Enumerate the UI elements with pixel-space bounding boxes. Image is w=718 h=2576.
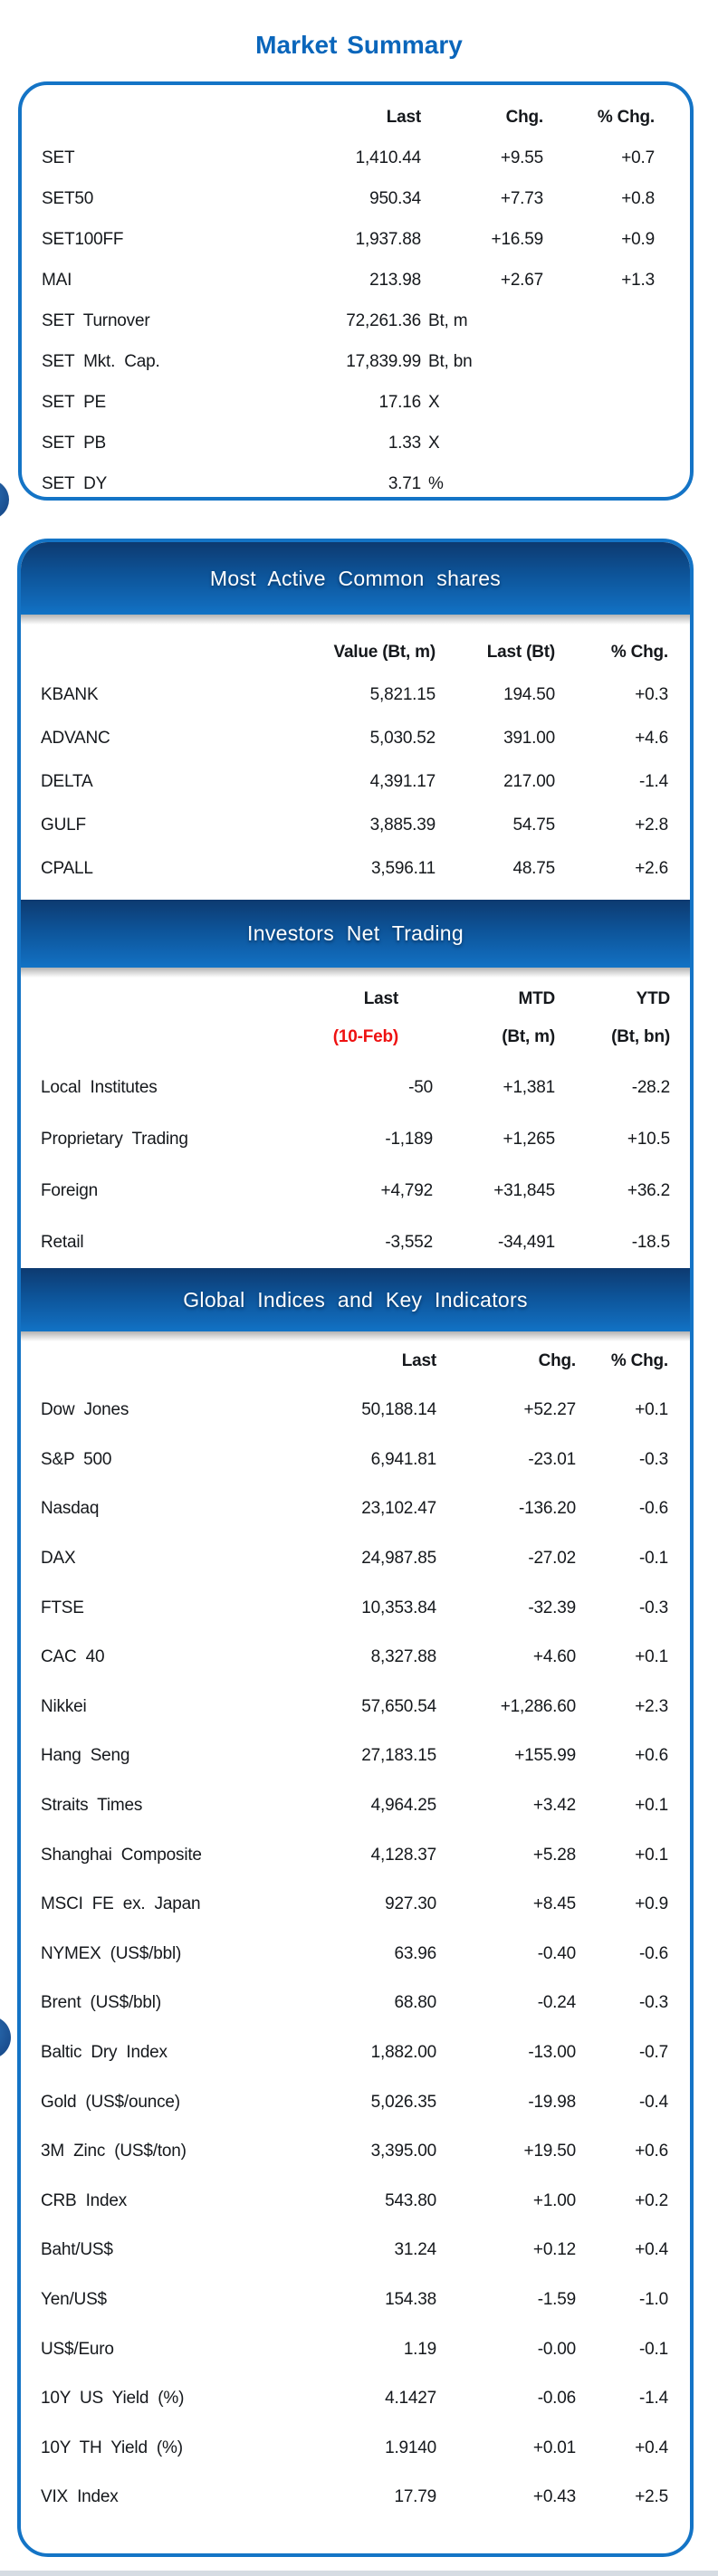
row-label: SET PE: [42, 392, 107, 412]
value-chg: -1.59: [537, 2289, 576, 2309]
value-last: +4,792: [380, 1180, 433, 1200]
row-label: MSCI FE ex. Japan: [41, 1894, 201, 1914]
row-label: US$/Euro: [41, 2339, 114, 2359]
table-row: [21, 760, 690, 804]
value-ytd: +10.5: [627, 1129, 670, 1149]
value-last: 4,964.25: [370, 1796, 436, 1816]
value-last: 1,410.44: [355, 148, 421, 167]
table-row: [21, 804, 690, 847]
value-chg: -23.01: [528, 1449, 576, 1469]
value-last: 4.1427: [385, 2389, 436, 2409]
value-pct-chg: +0.9: [621, 229, 655, 249]
most-active-table: [21, 632, 690, 891]
value-last: 31.24: [394, 2240, 436, 2260]
row-label: SET Turnover: [42, 310, 150, 330]
value-unit: Bt, bn: [428, 351, 473, 371]
value-chg: +7.73: [500, 188, 543, 208]
value-pct-chg: +0.6: [635, 2142, 668, 2161]
value-pct-chg: -0.3: [639, 1449, 668, 1469]
value-last: 950.34: [369, 188, 421, 208]
value-chg: +19.50: [523, 2142, 576, 2161]
table-row: [21, 1484, 690, 1534]
row-label: MAI: [42, 270, 72, 290]
row-label: Brent (US$/bbl): [41, 1993, 161, 2013]
table-row: [21, 2177, 690, 2227]
value-pct-chg: +0.4: [635, 2438, 668, 2457]
column-header: Chg.: [505, 107, 543, 127]
table-row: [22, 423, 690, 463]
market-summary-panel: [18, 81, 694, 501]
value-last: 543.80: [385, 2190, 436, 2210]
value-last: 154.38: [385, 2289, 436, 2309]
table-row: [21, 1979, 690, 2028]
row-label: Local Institutes: [41, 1077, 158, 1097]
value-pct-chg: -0.6: [639, 1499, 668, 1519]
value-chg: +9.55: [500, 148, 543, 167]
table-row: [21, 2127, 690, 2177]
column-header: % Chg.: [610, 643, 668, 662]
value-chg: +1,286.60: [500, 1696, 576, 1716]
value-last: 3.71: [388, 473, 421, 493]
row-label: DAX: [41, 1549, 76, 1569]
value-last: 927.30: [385, 1894, 436, 1914]
value-pct-chg: +0.1: [635, 1796, 668, 1816]
global-indices-table: [21, 1386, 690, 2523]
value-last: 48.75: [512, 859, 555, 878]
value-pct-chg: -0.3: [639, 1598, 668, 1617]
value-last: 1.9140: [385, 2438, 436, 2457]
table-row: [21, 1683, 690, 1732]
value-pct-chg: +0.9: [635, 1894, 668, 1914]
value-last: 50,188.14: [361, 1400, 436, 1420]
table-row: [21, 2275, 690, 2325]
row-label: Yen/US$: [41, 2289, 107, 2309]
value-chg: +52.27: [523, 1400, 576, 1420]
value-pct-chg: +0.2: [635, 2190, 668, 2210]
value-traded: 3,596.11: [371, 859, 436, 878]
band-shadow: [21, 615, 690, 625]
table-row: [21, 1062, 690, 1113]
table-row: [21, 1732, 690, 1781]
value-pct-chg: +0.3: [635, 685, 668, 704]
column-subheader: (Bt, m): [502, 1027, 555, 1046]
value-last: 54.75: [512, 816, 555, 835]
value-ytd: -28.2: [631, 1077, 670, 1097]
value-last: 6,941.81: [370, 1449, 436, 1469]
market-summary-table: [22, 97, 690, 504]
value-mtd: +31,845: [493, 1180, 555, 1200]
table-row: [21, 1436, 690, 1485]
table-row: [22, 178, 690, 219]
row-label: KBANK: [41, 685, 99, 704]
row-label: 3M Zinc (US$/ton): [41, 2142, 187, 2161]
section-header-investors: [21, 900, 690, 968]
column-subheader-row: [21, 1018, 690, 1056]
band-shadow: [21, 1331, 690, 1341]
table-row: [22, 260, 690, 301]
value-unit: X: [428, 392, 440, 412]
column-header: Last: [363, 989, 398, 1008]
row-label: 10Y US Yield (%): [41, 2389, 185, 2409]
value-traded: 4,391.17: [369, 772, 436, 791]
column-header-row: [21, 1341, 690, 1381]
section-title-most-active: Most Active Common shares: [209, 566, 502, 590]
decorative-circle-top: [0, 480, 9, 520]
column-subheader: (Bt, bn): [611, 1027, 670, 1046]
table-row: [21, 2473, 690, 2523]
row-label: Proprietary Trading: [41, 1129, 188, 1149]
value-chg: +3.42: [532, 1796, 576, 1816]
row-label: SET PB: [42, 433, 107, 453]
table-row: [21, 2374, 690, 2424]
value-chg: -32.39: [528, 1598, 576, 1617]
table-row: [21, 673, 690, 717]
column-header: % Chg.: [610, 1351, 668, 1370]
value-traded: 5,030.52: [369, 729, 436, 748]
table-row: [21, 1583, 690, 1633]
value-last: 17.79: [394, 2487, 436, 2507]
value-last: 24,987.85: [361, 1549, 436, 1569]
table-row: [21, 2077, 690, 2127]
value-pct-chg: +2.3: [635, 1696, 668, 1716]
value-chg: -136.20: [518, 1499, 576, 1519]
value-pct-chg: -0.3: [639, 1993, 668, 2013]
row-label: SET100FF: [42, 229, 124, 249]
row-label: S&P 500: [41, 1449, 112, 1469]
row-label: SET DY: [42, 473, 108, 493]
value-chg: +0.12: [532, 2240, 576, 2260]
value-pct-chg: +0.8: [621, 188, 655, 208]
value-chg: +155.99: [514, 1746, 576, 1766]
value-pct-chg: +2.6: [635, 859, 668, 878]
table-row: [21, 1781, 690, 1831]
value-last: 1.19: [403, 2339, 436, 2359]
row-label: Baltic Dry Index: [41, 2043, 168, 2063]
section-title-global: Global Indices and Key Indicators: [183, 1287, 528, 1312]
row-label: SET Mkt. Cap.: [42, 351, 160, 371]
row-label: CRB Index: [41, 2190, 128, 2210]
table-row: [22, 301, 690, 341]
value-last: 57,650.54: [361, 1696, 436, 1716]
value-unit: %: [428, 473, 444, 493]
value-pct-chg: +4.6: [635, 729, 668, 748]
row-label: 10Y TH Yield (%): [41, 2438, 183, 2457]
value-last: 72,261.36: [346, 310, 421, 330]
detail-panel: [17, 539, 694, 2557]
value-last: 8,327.88: [370, 1647, 436, 1667]
column-header: YTD: [636, 989, 670, 1008]
table-row: [22, 463, 690, 504]
table-row: [22, 138, 690, 178]
column-header: Value (Bt, m): [333, 643, 436, 662]
value-chg: -13.00: [528, 2043, 576, 2063]
value-mtd: +1,265: [503, 1129, 555, 1149]
value-last: 1.33: [388, 433, 421, 453]
column-header: Last: [401, 1351, 436, 1370]
value-chg: +4.60: [532, 1647, 576, 1667]
value-pct-chg: -1.4: [639, 772, 668, 791]
value-chg: +5.28: [532, 1845, 576, 1865]
row-label: Foreign: [41, 1180, 99, 1200]
table-row: [21, 1830, 690, 1880]
table-row: [21, 1880, 690, 1930]
table-row: [21, 2324, 690, 2374]
value-last: -50: [408, 1077, 433, 1097]
table-row: [21, 1930, 690, 1980]
row-label: FTSE: [41, 1598, 84, 1617]
table-row: [21, 1113, 690, 1165]
section-header-most-active: [21, 542, 690, 615]
value-chg: -0.06: [537, 2389, 576, 2409]
column-header-row: [21, 632, 690, 673]
value-pct-chg: -0.1: [639, 1549, 668, 1569]
row-label: Nasdaq: [41, 1499, 100, 1519]
value-pct-chg: +2.8: [635, 816, 668, 835]
value-last: 17.16: [378, 392, 421, 412]
value-unit: Bt, m: [428, 310, 468, 330]
value-chg: -0.40: [537, 1943, 576, 1963]
value-last: -1,189: [385, 1129, 433, 1149]
table-row: [21, 717, 690, 760]
value-pct-chg: +0.4: [635, 2240, 668, 2260]
row-label: SET: [42, 148, 75, 167]
row-label: DELTA: [41, 772, 93, 791]
row-label: NYMEX (US$/bbl): [41, 1943, 182, 1963]
row-label: Dow Jones: [41, 1400, 129, 1420]
value-pct-chg: +0.1: [635, 1845, 668, 1865]
value-last: 1,937.88: [355, 229, 421, 249]
value-ytd: +36.2: [627, 1180, 670, 1200]
section-header-global: [21, 1268, 690, 1331]
value-pct-chg: -0.4: [639, 2092, 668, 2112]
value-chg: +1.00: [532, 2190, 576, 2210]
value-pct-chg: +0.1: [635, 1647, 668, 1667]
value-last: 217.00: [503, 772, 555, 791]
table-row: [21, 1386, 690, 1436]
value-last: 17,839.99: [346, 351, 421, 371]
row-label: Hang Seng: [41, 1746, 130, 1766]
value-pct-chg: +2.5: [635, 2487, 668, 2507]
value-chg: +2.67: [500, 270, 543, 290]
column-header: Chg.: [538, 1351, 576, 1370]
value-last: 10,353.84: [361, 1598, 436, 1617]
value-last: 63.96: [394, 1943, 436, 1963]
investors-table: [21, 1062, 690, 1268]
value-pct-chg: -0.7: [639, 2043, 668, 2063]
value-unit: X: [428, 433, 440, 453]
row-label: CAC 40: [41, 1647, 105, 1667]
page-edge-bar: [0, 2571, 718, 2576]
decorative-circle-bottom: [0, 2016, 11, 2059]
value-mtd: +1,381: [503, 1077, 555, 1097]
row-label: Straits Times: [41, 1796, 143, 1816]
table-row: [22, 219, 690, 260]
value-chg: +0.01: [532, 2438, 576, 2457]
date-badge: (10-Feb): [332, 1027, 398, 1046]
value-chg: +8.45: [532, 1894, 576, 1914]
band-shadow: [21, 968, 690, 978]
row-label: Nikkei: [41, 1696, 87, 1716]
value-mtd: -34,491: [497, 1232, 555, 1252]
table-row: [21, 847, 690, 891]
row-label: CPALL: [41, 859, 93, 878]
column-header: Last (Bt): [486, 643, 555, 662]
column-header: Last: [386, 107, 421, 127]
table-row: [21, 2423, 690, 2473]
value-last: 1,882.00: [370, 2043, 436, 2063]
table-row: [21, 1216, 690, 1268]
value-pct-chg: +0.1: [635, 1400, 668, 1420]
value-last: 5,026.35: [370, 2092, 436, 2112]
row-label: Retail: [41, 1232, 84, 1252]
page-title: Market Summary: [255, 31, 463, 59]
value-last: 4,128.37: [370, 1845, 436, 1865]
value-chg: -0.00: [537, 2339, 576, 2359]
value-last: 3,395.00: [370, 2142, 436, 2161]
value-ytd: -18.5: [631, 1232, 670, 1252]
section-title-investors: Investors Net Trading: [247, 921, 464, 945]
value-last: -3,552: [385, 1232, 433, 1252]
row-label: GULF: [41, 816, 86, 835]
global-indices-table-header: [21, 1341, 690, 1381]
table-row: [21, 1633, 690, 1683]
value-last: 391.00: [503, 729, 555, 748]
row-label: Shanghai Composite: [41, 1845, 202, 1865]
value-last: 27,183.15: [361, 1746, 436, 1766]
column-header: MTD: [518, 989, 555, 1008]
value-last: 213.98: [369, 270, 421, 290]
column-header: % Chg.: [597, 107, 655, 127]
value-chg: +0.43: [532, 2487, 576, 2507]
value-pct-chg: +1.3: [621, 270, 655, 290]
value-pct-chg: -1.0: [639, 2289, 668, 2309]
table-row: [21, 2226, 690, 2275]
value-traded: 3,885.39: [369, 816, 436, 835]
row-label: VIX Index: [41, 2487, 119, 2507]
value-chg: -0.24: [537, 1993, 576, 2013]
table-row: [21, 2028, 690, 2078]
value-pct-chg: -0.1: [639, 2339, 668, 2359]
column-header-row: [22, 97, 690, 138]
table-row: [21, 1165, 690, 1216]
row-label: Gold (US$/ounce): [41, 2092, 180, 2112]
value-pct-chg: -0.6: [639, 1943, 668, 1963]
row-label: SET50: [42, 188, 94, 208]
table-row: [22, 382, 690, 423]
value-chg: -19.98: [528, 2092, 576, 2112]
row-label: Baht/US$: [41, 2240, 113, 2260]
table-row: [22, 341, 690, 382]
value-last: 23,102.47: [361, 1499, 436, 1519]
value-chg: +16.59: [491, 229, 543, 249]
investors-table-header: [21, 980, 690, 1056]
row-label: ADVANC: [41, 729, 110, 748]
value-pct-chg: -1.4: [639, 2389, 668, 2409]
value-last: 194.50: [503, 685, 555, 704]
value-traded: 5,821.15: [369, 685, 436, 704]
column-header-row: [21, 980, 690, 1018]
value-pct-chg: +0.7: [621, 148, 655, 167]
value-last: 68.80: [394, 1993, 436, 2013]
value-chg: -27.02: [528, 1549, 576, 1569]
value-pct-chg: +0.6: [635, 1746, 668, 1766]
table-row: [21, 1534, 690, 1584]
